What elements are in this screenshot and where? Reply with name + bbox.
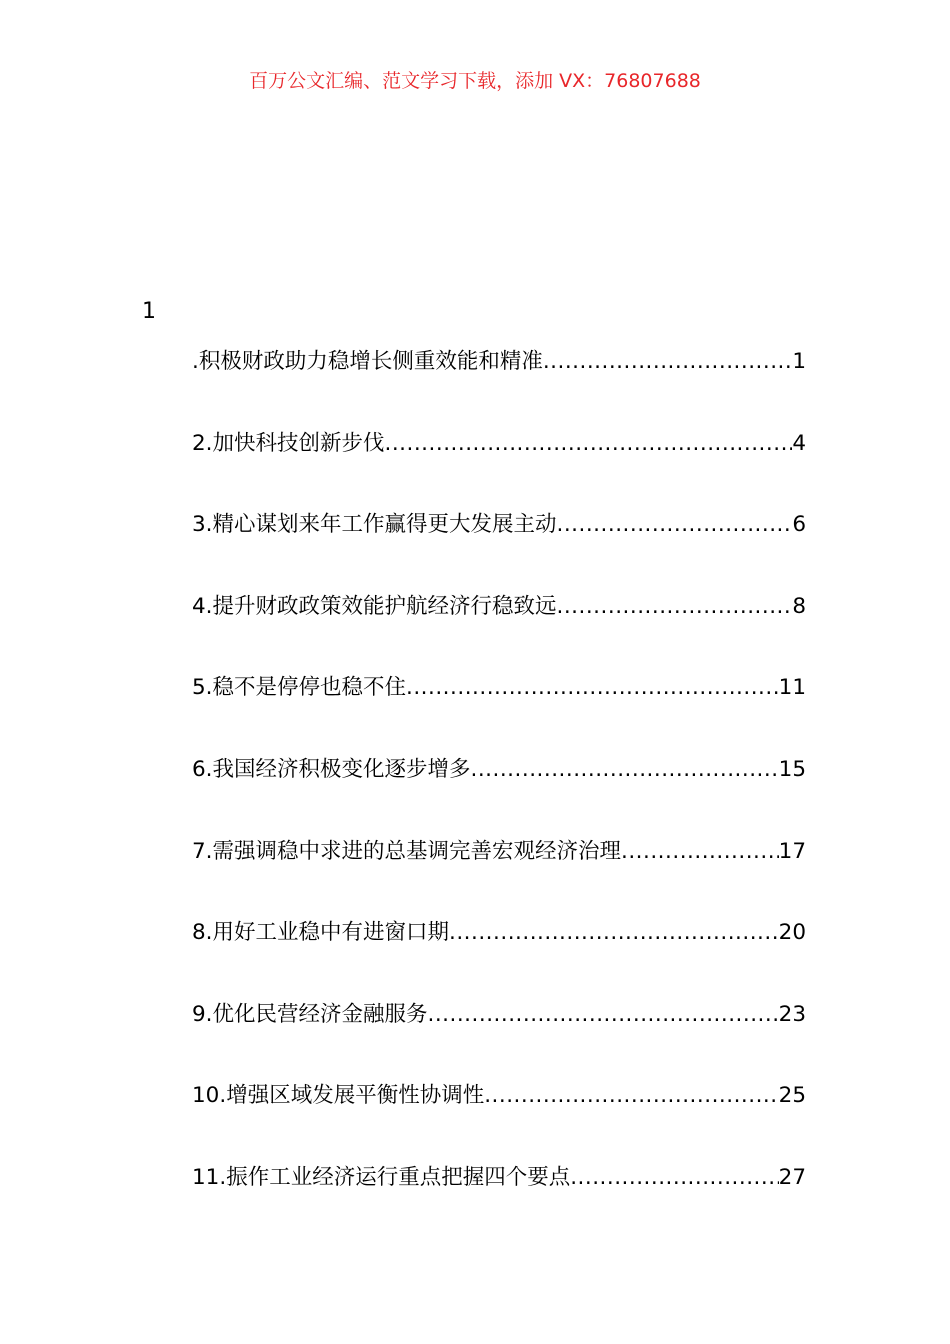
toc-entry-page: 1 xyxy=(792,349,806,374)
table-of-contents xyxy=(192,344,806,1242)
toc-entry[interactable] xyxy=(192,426,806,508)
toc-dot-leader xyxy=(449,915,779,951)
toc-entry-title: 7.需强调稳中求进的总基调完善宏观经济治理 xyxy=(192,838,622,864)
toc-entry-title: 5.稳不是停停也稳不住 xyxy=(192,675,407,701)
toc-entry-title: 8.用好工业稳中有进窗口期 xyxy=(192,920,450,946)
toc-entry[interactable] xyxy=(192,670,806,752)
toc-entry-page: 27 xyxy=(778,1164,806,1190)
toc-entry-title: 9.优化民营经济金融服务 xyxy=(192,1001,428,1027)
toc-dot-leader xyxy=(621,834,779,870)
section-number: 1 xyxy=(142,299,156,324)
toc-entry[interactable] xyxy=(192,507,806,589)
toc-entry-page: 15 xyxy=(778,756,806,782)
toc-entry[interactable] xyxy=(192,1160,806,1242)
toc-entry[interactable] xyxy=(192,1078,806,1160)
toc-entry-page: 20 xyxy=(778,920,806,946)
toc-entry-page: 4 xyxy=(792,430,806,456)
toc-entry[interactable] xyxy=(192,589,806,671)
toc-entry-title: 3.精心谋划来年工作赢得更大发展主动 xyxy=(192,512,557,538)
toc-entry[interactable] xyxy=(192,915,806,997)
toc-entry-title: 2.加快科技创新步伐 xyxy=(192,430,385,456)
toc-dot-leader xyxy=(570,1160,778,1196)
toc-entry[interactable] xyxy=(192,834,806,916)
toc-entry-title: 10.增强区域发展平衡性协调性 xyxy=(192,1083,485,1109)
toc-entry-page: 25 xyxy=(778,1083,806,1109)
toc-entry[interactable] xyxy=(192,752,806,834)
toc-entry-title: 4.提升财政政策效能护航经济行稳致远 xyxy=(192,593,557,619)
toc-entry-title: 11.振作工业经济运行重点把握四个要点 xyxy=(192,1164,571,1190)
toc-dot-leader xyxy=(484,1078,778,1114)
toc-dot-leader xyxy=(557,589,793,625)
toc-entry[interactable] xyxy=(192,997,806,1079)
toc-entry-page: 11 xyxy=(778,675,806,701)
toc-dot-leader xyxy=(385,426,793,462)
toc-entry-title: 6.我国经济积极变化逐步增多 xyxy=(192,756,471,782)
toc-entry-title: .积极财政助力稳增长侧重效能和精准 xyxy=(192,349,543,374)
toc-dot-leader xyxy=(428,997,779,1033)
toc-entry-page: 17 xyxy=(778,838,806,864)
toc-dot-leader xyxy=(543,344,792,380)
toc-entry[interactable] xyxy=(192,344,806,426)
toc-entry-page: 6 xyxy=(792,512,806,538)
toc-dot-leader xyxy=(406,670,779,706)
header-banner: 百万公文汇编、范文学习下载，添加 VX：76807688 xyxy=(249,70,701,92)
toc-entry-page: 8 xyxy=(792,593,806,619)
toc-dot-leader xyxy=(557,507,793,543)
toc-dot-leader xyxy=(471,752,779,788)
toc-entry-page: 23 xyxy=(778,1001,806,1027)
